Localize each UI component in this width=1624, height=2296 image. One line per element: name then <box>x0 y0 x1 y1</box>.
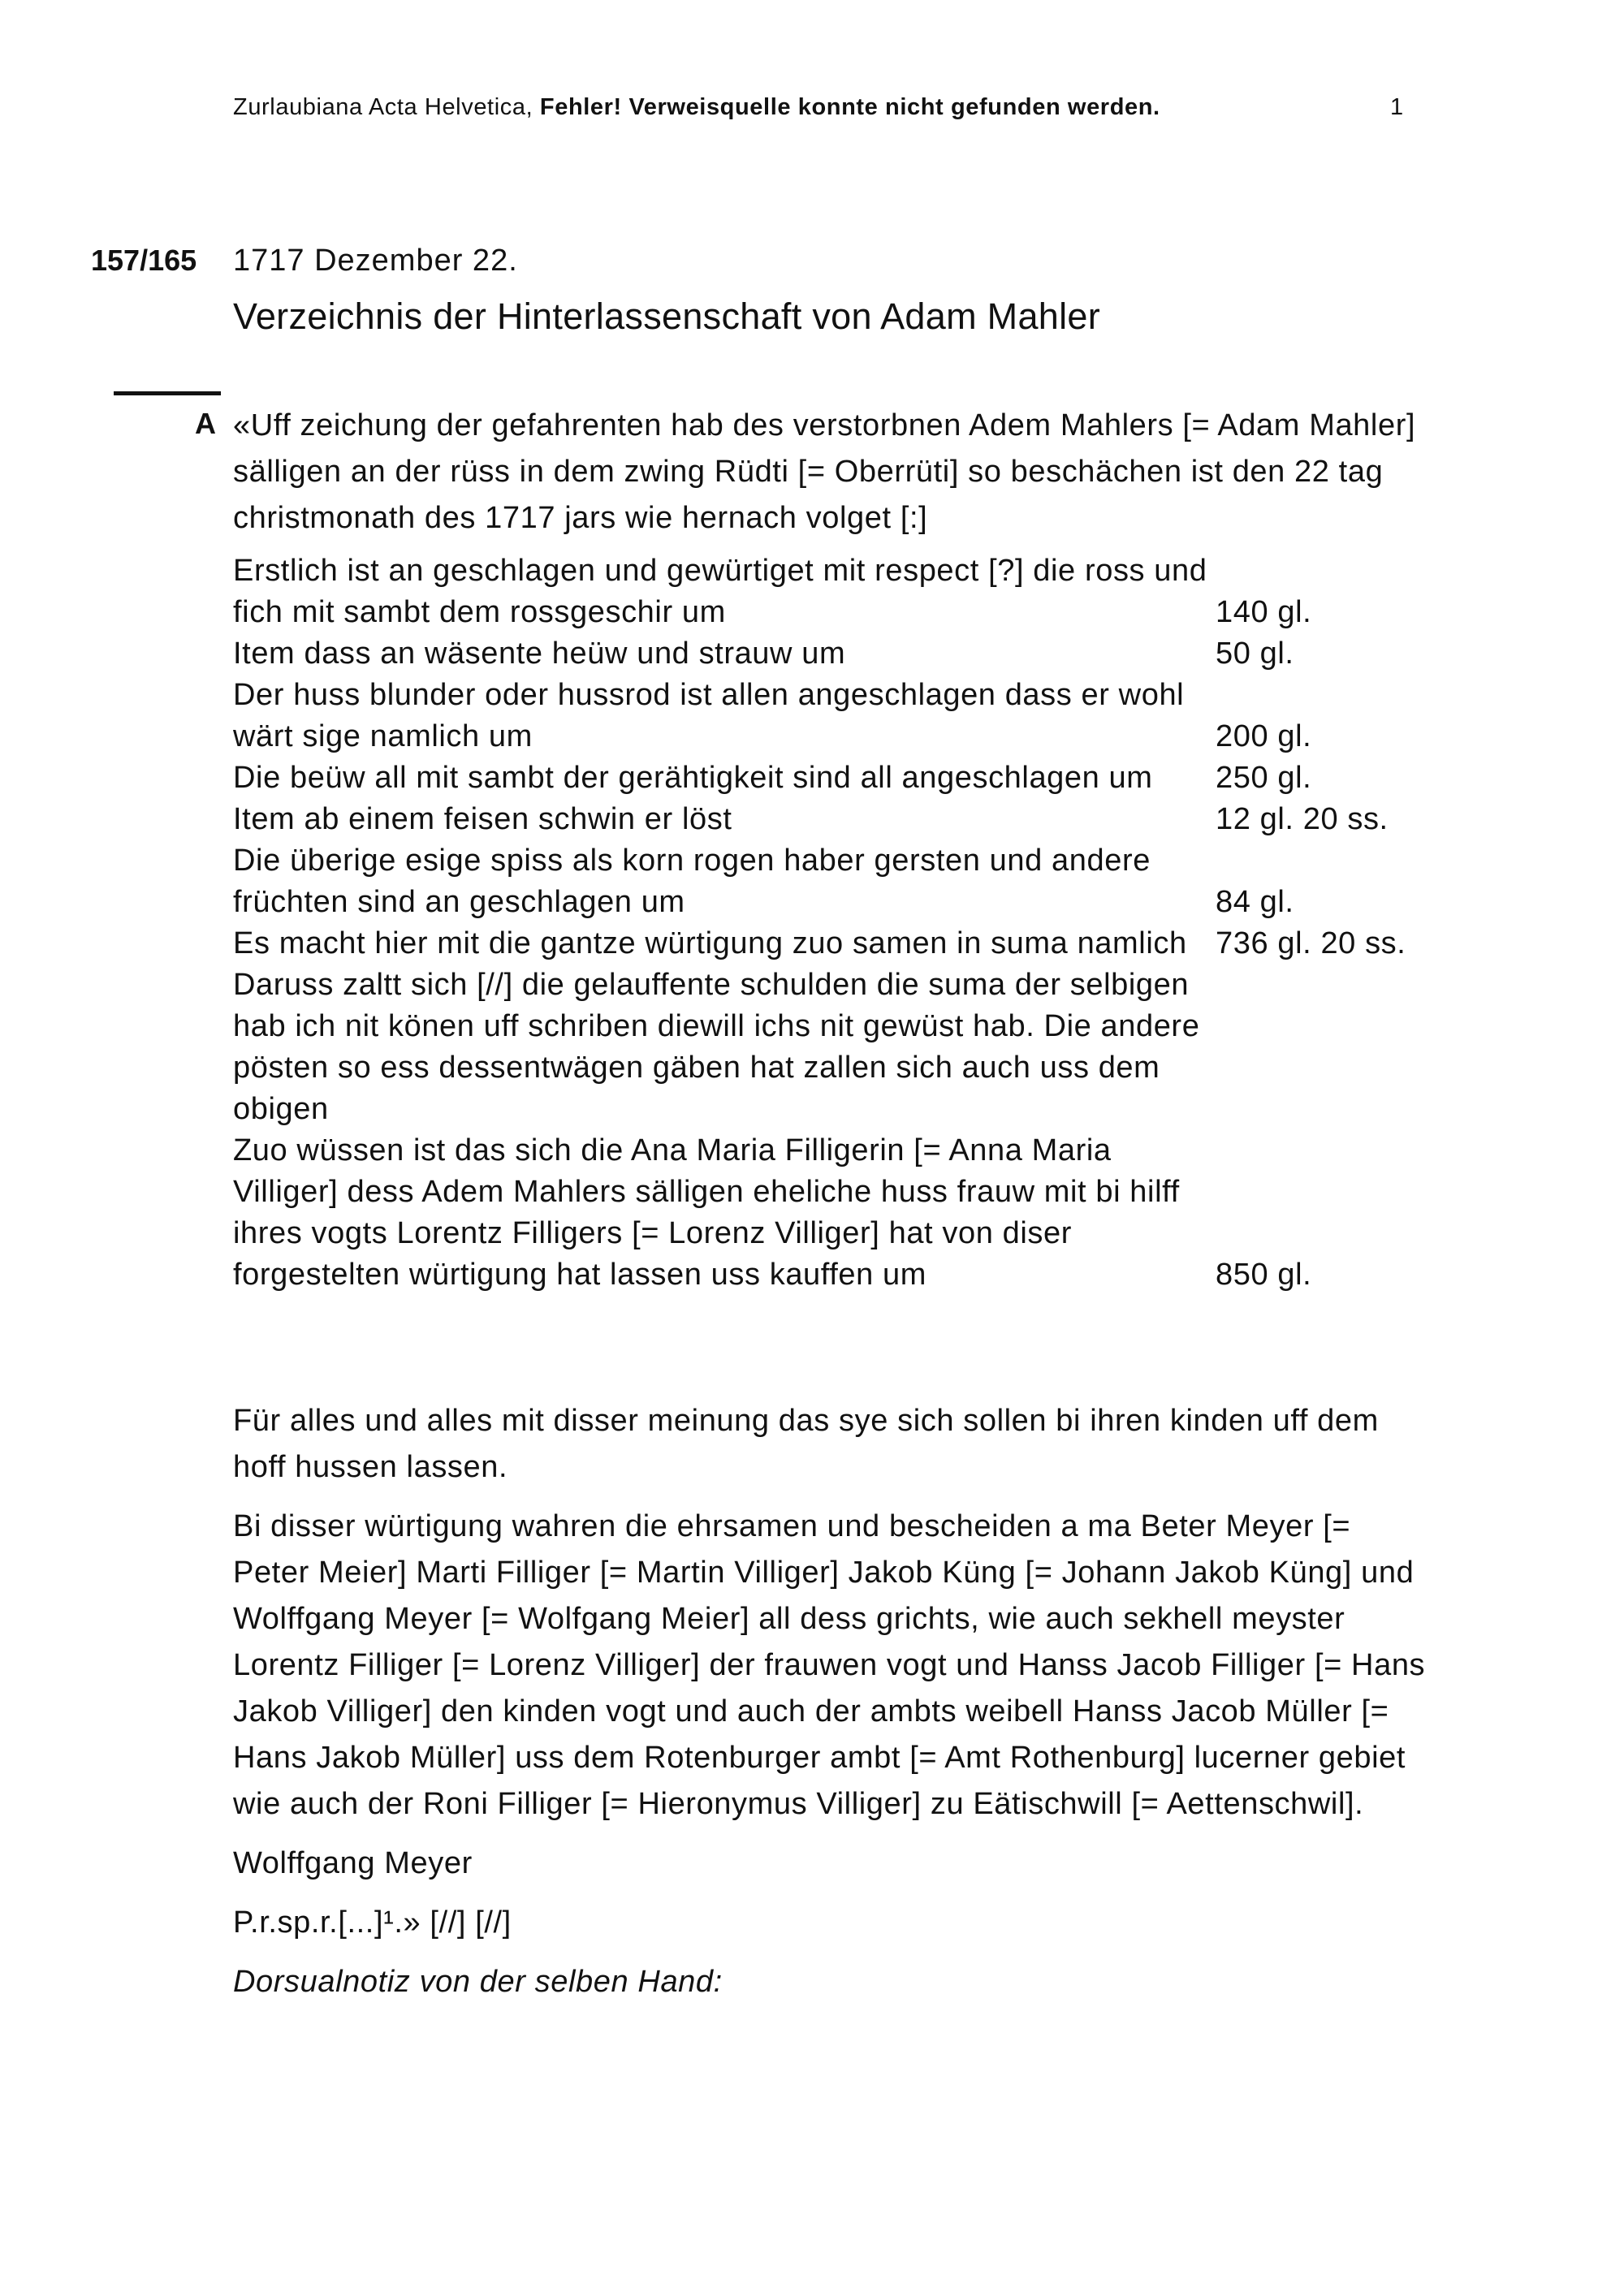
inventory-entry <box>233 675 1427 757</box>
inventory-entry <box>233 840 1427 923</box>
entry-text: Zuo wüssen ist das sich die Ana Maria Filligerin [= Anna Maria Villiger] dess Adem Mahlers sälligen eheliche huss frauw mit bi hilff ihres vogts Lorentz Filligers [= Lorenz Villiger] hat von diser forgestelten würtigung hat lassen uss kauffen um <box>233 1133 1180 1292</box>
closing-section <box>233 1398 1427 2018</box>
header-label: Zurlaubiana Acta Helvetica, <box>233 94 533 120</box>
inventory-entry <box>233 757 1427 799</box>
inventory-entry <box>233 799 1427 840</box>
page-number: 1 <box>1390 94 1404 120</box>
entry-text: Daruss zaltt sich [//] die gelauffente schulden die suma der selbigen hab ich nit könen uff schriben diewill ichs nit gewüst hab. Die andere pösten so ess dessentwägen gäben hat zallen sich auch uss dem obigen <box>233 968 1200 1126</box>
entry-text: Item dass an wäsente heüw und strauw um <box>233 637 846 671</box>
entry-text: Die überige esige spiss als korn rogen haber gersten und andere früchten sind an geschlagen um <box>233 844 1151 919</box>
entry-text: Die beüw all mit sambt der gerähtigkeit sind all angeschlagen um <box>233 761 1153 795</box>
inventory-entry <box>233 1130 1427 1296</box>
subscript-note: P.r.sp.r.[...]¹.» [//] [//] <box>233 1905 512 1940</box>
inventory-entry <box>233 965 1427 1130</box>
entry-amount: 250 gl. <box>1216 761 1312 795</box>
entry-text: Der huss blunder oder hussrod ist allen angeschlagen dass er wohl wärt sige namlich um <box>233 678 1185 753</box>
section-divider <box>114 391 221 395</box>
entry-text: Es macht hier mit die gantze würtigung zuo samen in suma namlich <box>233 926 1187 960</box>
inventory-entry <box>233 633 1427 675</box>
entry-text: Item ab einem feisen schwin er löst <box>233 802 732 836</box>
inventory-entry <box>233 550 1427 633</box>
document-title: Verzeichnis der Hinterlassenschaft von Adam Mahler <box>233 296 1101 337</box>
witnesses-paragraph: Bi disser würtigung wahren die ehrsamen und bescheiden a ma Beter Meyer [= Peter Meier] Marti Filliger [= Martin Villiger] Jakob Küng [= Johann Jakob Küng] und Wolffgang Meyer [= Wolfgang Meier] all dess grichts, wie auch sekhell meyster Lorentz Filliger [= Lorenz Villiger] der frauwen vogt und Hanss Jacob Filliger [= Hans Jakob Villiger] den kinden vogt und auch der ambts weibell Hanss Jacob Müller [= Hans Jakob Müller] uss dem Rotenburger ambt [= Amt Rothenburg] lucerner gebiet wie auch der Roni Filliger [= Hieronymus Villiger] zu Eätischwill [= Aettenschwil]. <box>233 1509 1426 1821</box>
entry-amount: 84 gl. <box>1216 885 1294 919</box>
closing-paragraph: Für alles und alles mit disser meinung das sye sich sollen bi ihren kinden uff dem hoff hussen lassen. <box>233 1404 1379 1484</box>
document-number: 157/165 <box>91 244 197 277</box>
source-marker: A <box>195 407 216 440</box>
inventory-entry <box>233 923 1427 965</box>
intro-paragraph: «Uff zeichung der gefahrenten hab des verstorbnen Adem Mahlers [= Adam Mahler] sälligen an der rüss in dem zwing Rüdti [= Oberrüti] so beschächen ist den 22 tag christmonath des 1717 jars wie hernach volget [:] <box>233 408 1416 535</box>
entry-amount: 12 gl. 20 ss. <box>1216 802 1389 836</box>
dorsal-note: Dorsualnotiz von der selben Hand: <box>233 1965 723 1999</box>
document-date: 1717 Dezember 22. <box>233 244 518 278</box>
inventory-list <box>233 550 1427 1296</box>
entry-amount: 200 gl. <box>1216 719 1312 753</box>
signature: Wolffgang Meyer <box>233 1846 473 1880</box>
entry-amount: 850 gl. <box>1216 1258 1312 1292</box>
header-reference-error: Fehler! Verweisquelle konnte nicht gefunden werden. <box>539 94 1160 120</box>
entry-text: Erstlich ist an geschlagen und gewürtiget mit respect [?] die ross und fich mit sambt dem rossgeschir um <box>233 554 1207 629</box>
running-header <box>233 94 1410 121</box>
entry-amount: 50 gl. <box>1216 637 1294 671</box>
entry-amount: 140 gl. <box>1216 595 1312 629</box>
entry-amount: 736 gl. 20 ss. <box>1216 926 1406 960</box>
